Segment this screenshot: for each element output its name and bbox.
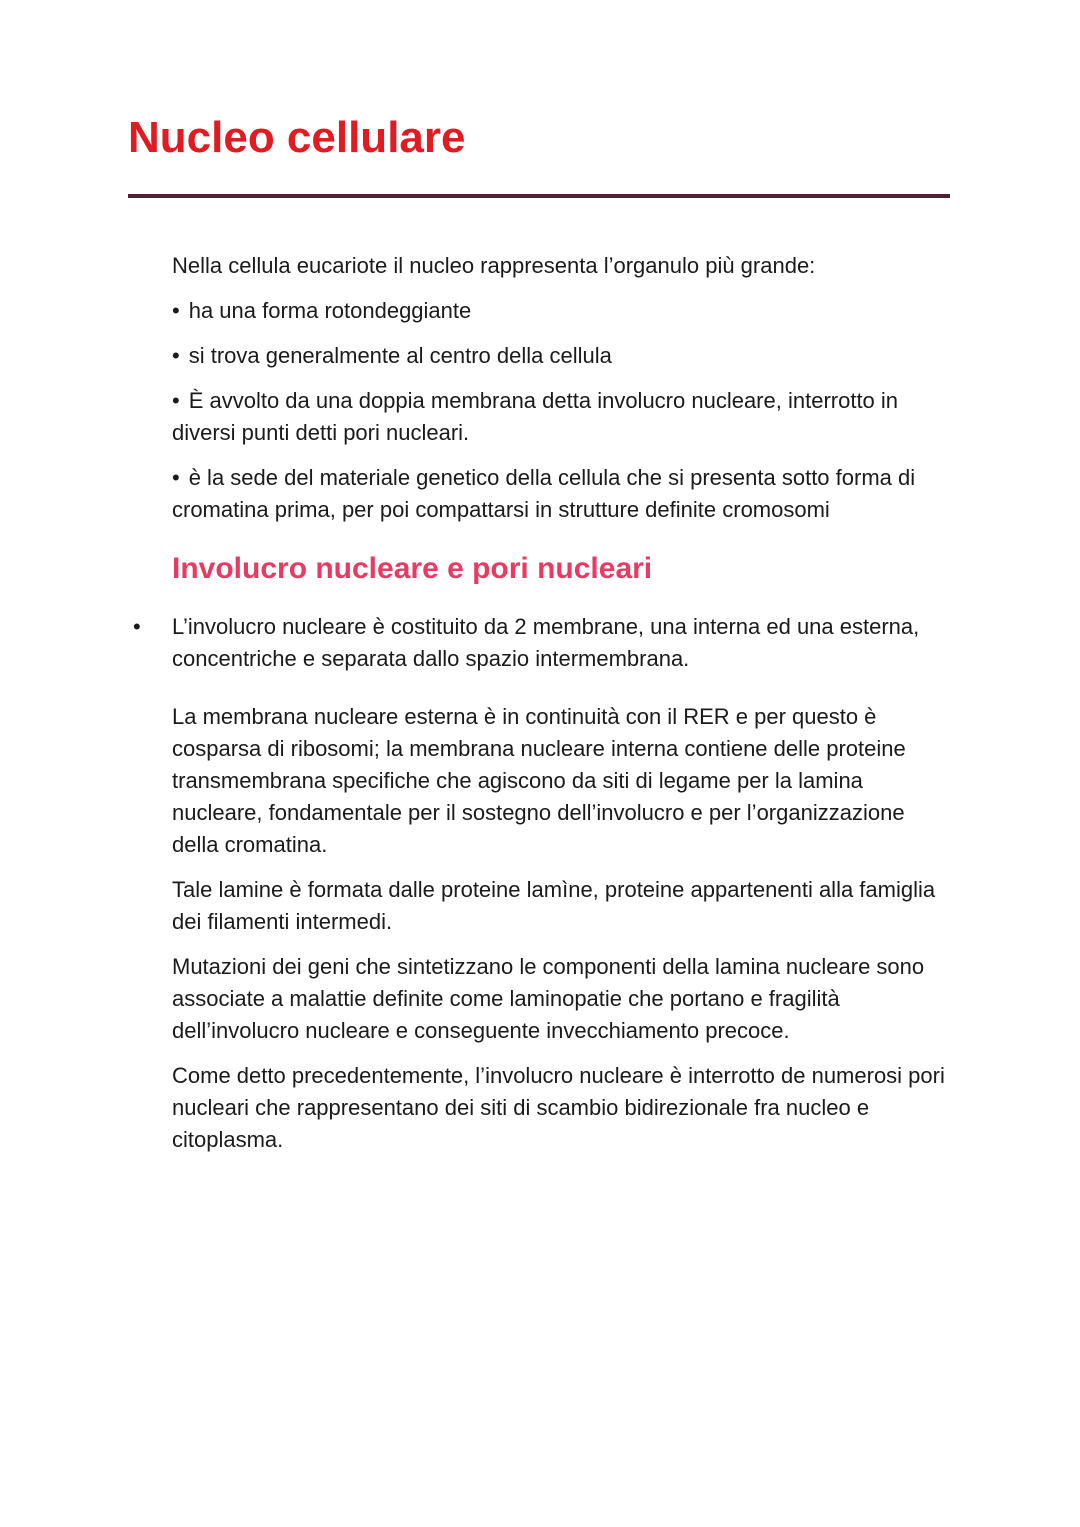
bullet-item — [172, 340, 952, 372]
body-paragraph: La membrana nucleare esterna è in continuità con il RER e per questo è cosparsa di ribosomi; la membrana nucleare interna contiene delle proteine transmembrana specifiche che agiscono da siti di legame per la lamina nucleare, fondamentale per il sostegno dell’involucro e per l’organizzazione della cromatina. — [172, 704, 906, 857]
bullet-item — [172, 295, 952, 327]
bullet-marker: • — [172, 298, 180, 323]
intro-paragraph: Nella cellula eucariote il nucleo rappresenta l’organulo più grande: — [172, 253, 816, 278]
bullet-item-text: si trova generalmente al centro della cellula — [188, 343, 612, 368]
bullet-item — [172, 462, 952, 526]
bullet-item-text: è la sede del materiale genetico della cellula che si presenta sotto forma di cromatina prima, per poi compattarsi in strutture definite cromosomi — [172, 465, 916, 522]
body-paragraph: Tale lamine è formata dalle proteine lamìne, proteine appartenenti alla famiglia dei filamenti intermedi. — [172, 877, 936, 934]
bullet-marker: • — [172, 465, 180, 490]
bullet-item-text: È avvolto da una doppia membrana detta involucro nucleare, interrotto in diversi punti detti pori nucleari. — [172, 388, 899, 445]
page-title: Nucleo cellulare — [128, 113, 466, 162]
body-paragraph: Mutazioni dei geni che sintetizzano le componenti della lamina nucleare sono associate a malattie definite come laminopatie che portano e fragilità dell’involucro nucleare e conseguente invecchiamento precoce. — [172, 954, 925, 1043]
title-underline-rule — [128, 194, 950, 198]
bullet-marker: • — [172, 343, 180, 368]
section-heading: Involucro nucleare e pori nucleari — [172, 552, 653, 585]
document-body — [133, 250, 952, 1156]
list-item-text: L’involucro nucleare è costituito da 2 membrane, una interna ed una esterna, concentriche e separata dallo spazio intermembrana. — [172, 614, 920, 671]
bullet-marker: • — [133, 614, 141, 639]
bullet-item — [172, 385, 952, 449]
list-item — [133, 598, 952, 688]
bullet-marker: • — [172, 388, 180, 413]
body-paragraph: Come detto precedentemente, l’involucro nucleare è interrotto de numerosi pori nucleari che rappresentano dei siti di scambio bidirezionale fra nucleo e citoplasma. — [172, 1063, 945, 1152]
bullet-item-text: ha una forma rotondeggiante — [188, 298, 472, 323]
